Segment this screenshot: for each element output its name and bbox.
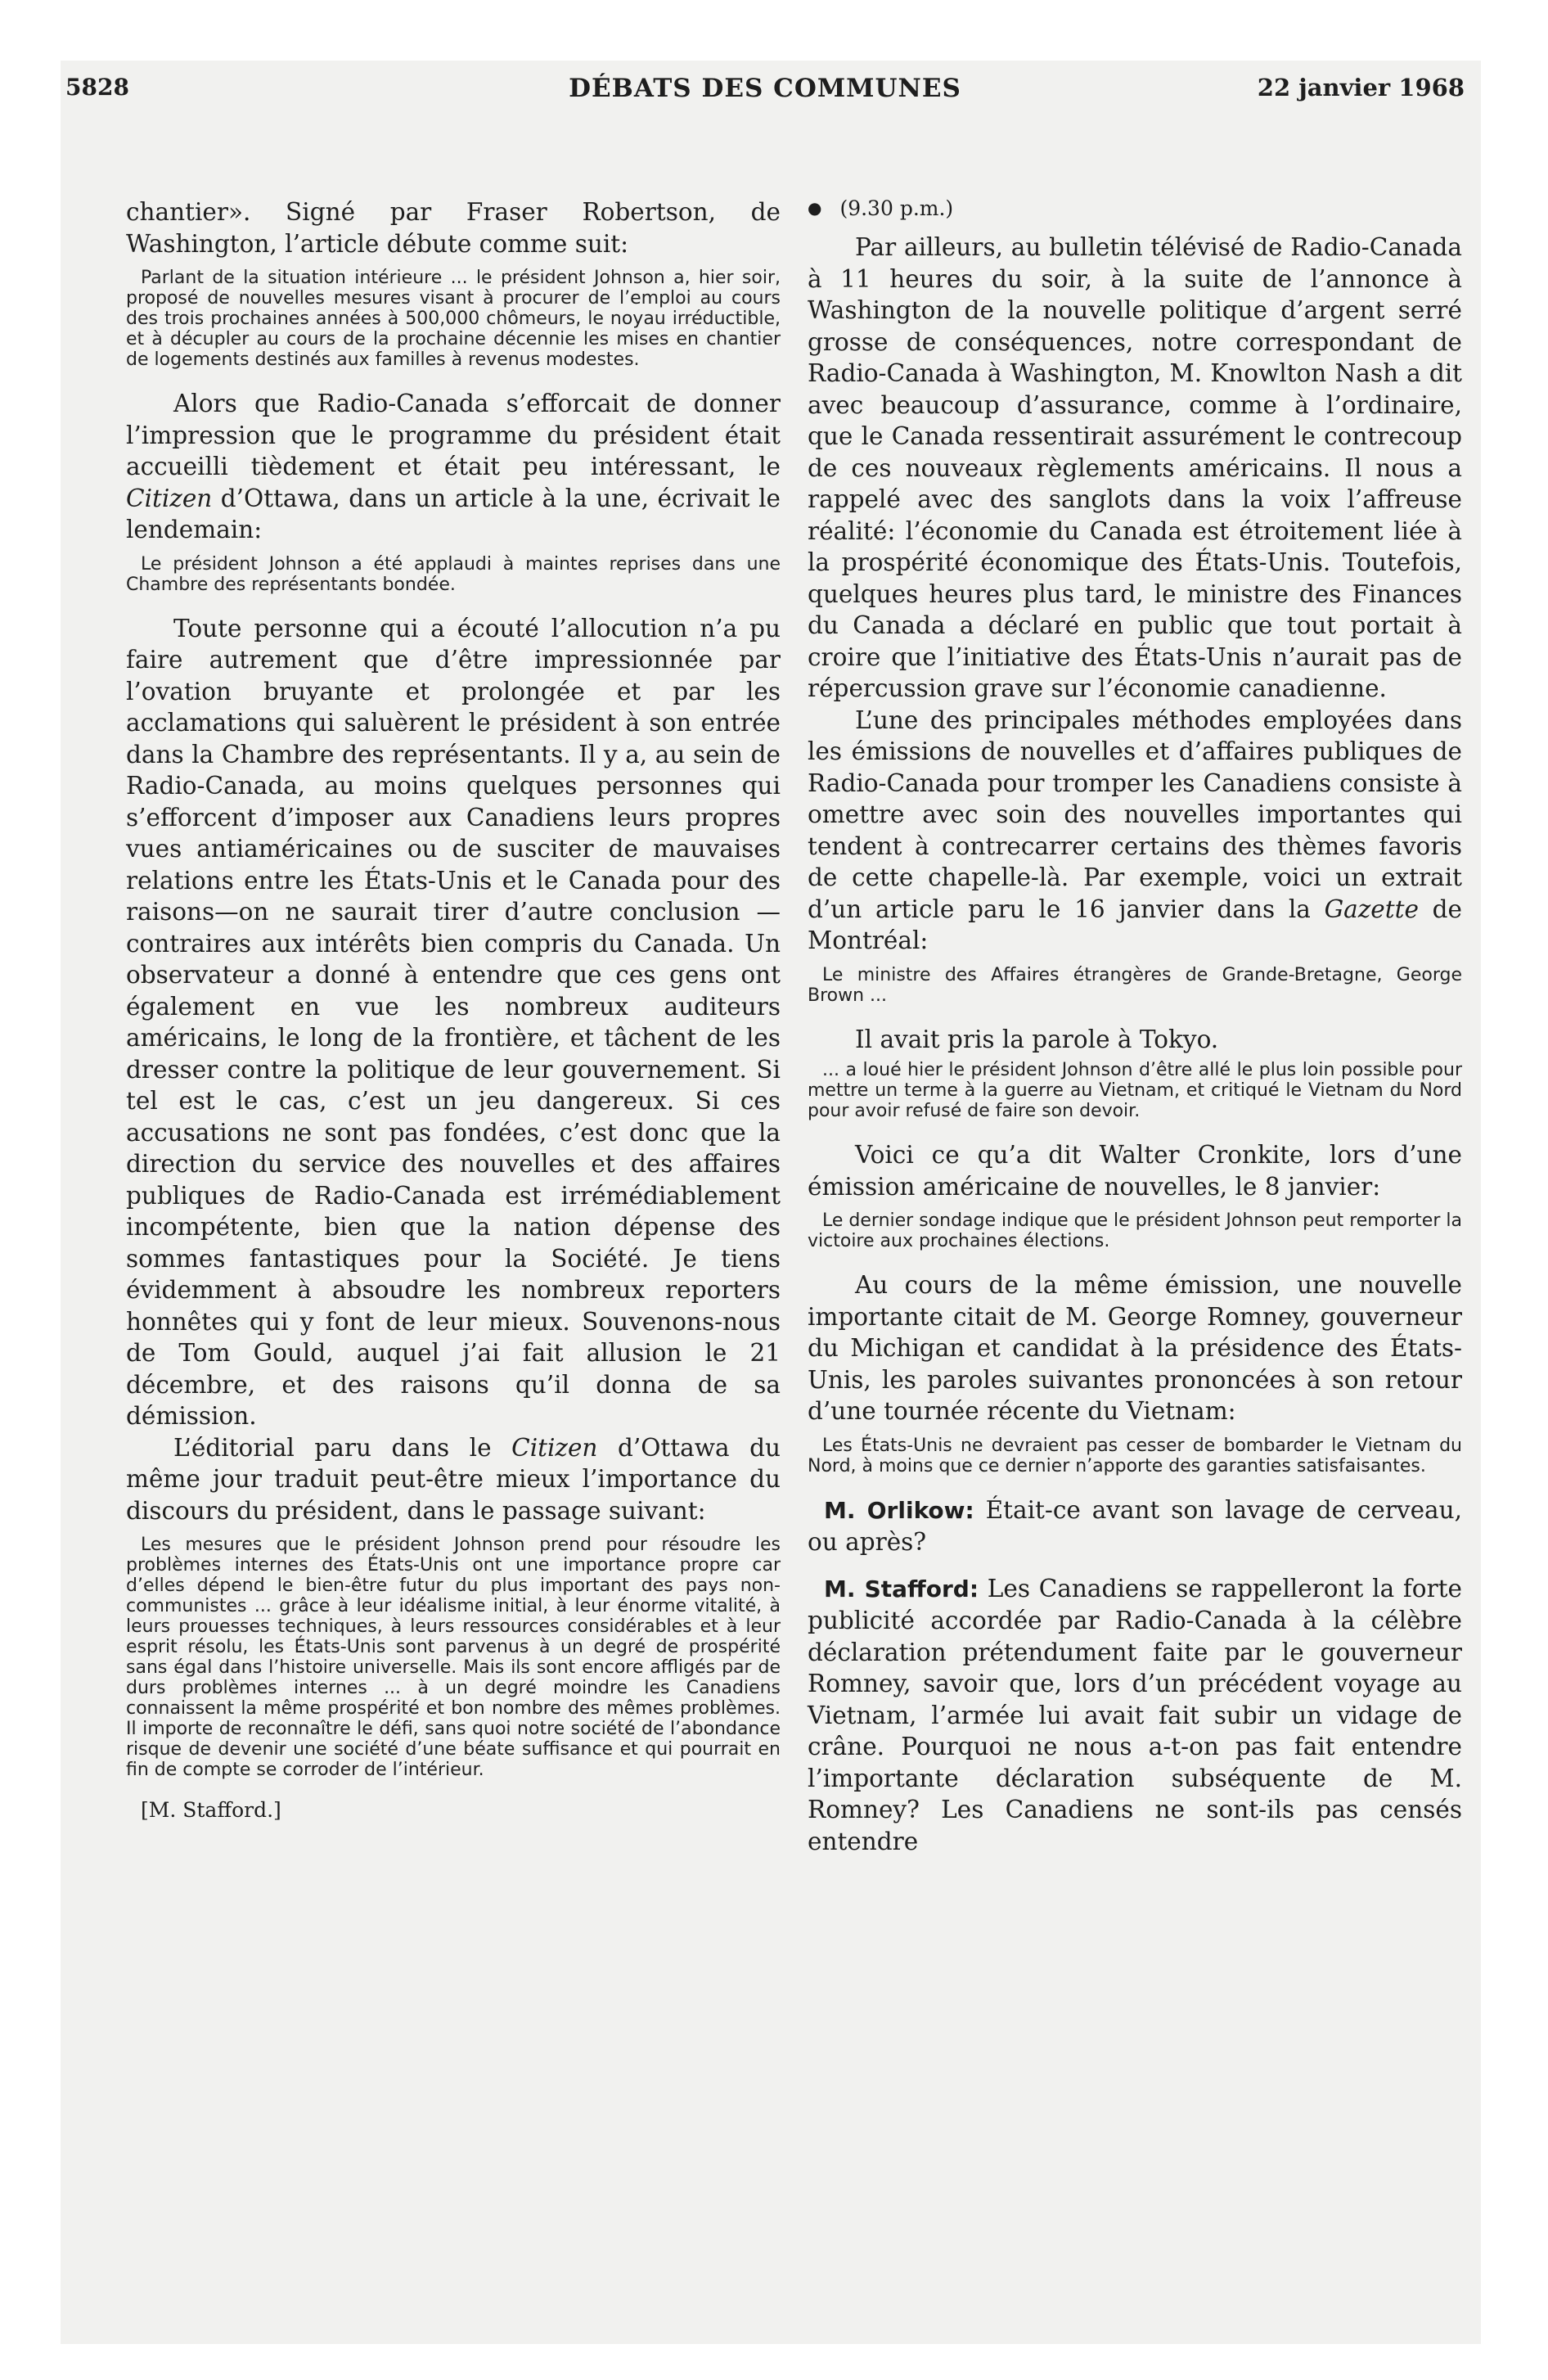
text-run: d’Ottawa du même jour traduit peut-être mieux l’importance du discours du président, dans le passage suivant: xyxy=(126,1433,781,1525)
italic-citizen: Citizen xyxy=(126,484,213,512)
paragraph-right-4: Voici ce qu’a dit Walter Cronkite, lors d’une émission américaine de nouvelles, le 8 janvier: xyxy=(808,1141,1462,1201)
quotation-citizen-editorial: Les mesures que le président Johnson prend pour résoudre les problèmes internes des États-Unis ont une importance propre car d’elles dépend le bien-être futur du plus important des pays non-communistes ... grâce à leur idéalisme initial, à leur énorme vitalité, à leurs prouesses techniques, à leurs ressources considérables et à leur esprit résolu, les États-Unis sont parvenus à un degré de prospérité sans égal dans l’histoire universelle. Mais ils sont encore affligés par de durs problèmes internes ... à un degré moindre les Canadiens connaissent la même prospérité et bon nombre des mêmes problèmes. Il importe de reconnaître le défi, sans quoi notre société de l’abondance risque de devenir une société d’une béate suffisance et qui pourrait en fin de compte se corroder de l’intérieur. xyxy=(126,1535,781,1780)
paragraph-right-2 xyxy=(808,705,1462,957)
right-column xyxy=(808,196,1462,1857)
speaker-name-orlikow: M. Orlikow: xyxy=(824,1496,974,1524)
text-run: L’une des principales méthodes employées dans les émissions de nouvelles et d’affaires publiques de Radio-Canada pour tromper les Canadiens consiste à omettre avec soin des nouvelles importantes qui tendent à contrecarrer certains des thèmes favoris de cette chapelle-là. Par exemple, voici un extrait d’un article paru le 16 janvier dans la xyxy=(808,705,1462,923)
quotation-citizen-applause: Le président Johnson a été applaudi à maintes reprises dans une Chambre des représentants bondée. xyxy=(126,553,781,595)
quotation-romney: Les États-Unis ne devraient pas cesser de bombarder le Vietnam du Nord, à moins que ce dernier n’apporte des garanties satisfaisantes. xyxy=(808,1435,1462,1476)
speaker-reference: [M. Stafford.] xyxy=(141,1798,281,1822)
speech-orlikow xyxy=(808,1494,1462,1558)
speech-stafford xyxy=(808,1573,1462,1858)
left-column xyxy=(126,196,781,1822)
paragraph-right-1: Par ailleurs, au bulletin télévisé de Radio-Canada à 11 heures du soir, à la suite de l’annonce à Washington de la nouvelle politique d’argent serré grosse de conséquences, notre correspondant de Radio-Canada à Washington, M. Knowlton Nash a dit avec beaucoup d’assurance, comme à l’ordinaire, que le Canada ressentirait assurément le contrecoup de ces nouveaux règlements américains. Il nous a rappelé avec des sanglots dans la voix l’affreuse réalité: l’économie du Canada est étroitement liée à la prospérité économique des États-Unis. Toutefois, quelques heures plus tard, le ministre des Finances du Canada a déclaré en public que tout portait à croire que l’initiative des États-Unis n’aurait pas de répercussion grave sur l’économie canadienne. xyxy=(808,233,1462,702)
quotation-johnson-speech: Parlant de la situation intérieure ... le président Johnson a, hier soir, proposé de nouvelles mesures visant à procurer de l’emploi au cours des trois prochaines années à 500,000 chômeurs, le noyau irréductible, et à décupler au cours de la prochaine décennie les mises en chantier de logements destinés aux familles à revenus modestes. xyxy=(126,268,781,370)
text-run: L’éditorial paru dans le xyxy=(173,1433,512,1462)
quotation-praise-johnson: ... a loué hier le président Johnson d’être allé le plus loin possible pour mettre un terme à la guerre au Vietnam, et critiqué le Vietnam du Nord pour avoir refusé de faire son devoir. xyxy=(808,1060,1462,1121)
paragraph-left-3: Toute personne qui a écouté l’allocution n’a pu faire autrement que d’être impressionnée par l’ovation bruyante et prolongée et par les acclamations qui saluèrent le président à son entrée dans la Chambre des représentants. Il y a, au sein de Radio-Canada, au moins quelques personnes qui s’efforcent d’imposer aux Canadiens leurs propres vues antiaméricaines ou de susciter de mauvaises relations entre les États-Unis et le Canada pour des raisons—on ne saurait tirer d’autre conclusion —contraires aux intérêts bien compris du Canada. Un observateur a donné à entendre que ces gens ont également en vue les nombreux auditeurs américains, le long de la frontière, et tâchent de les dresser contre la politique de leur gouvernement. Si tel est le cas, c’est un jeu dangereux. Si ces accusations ne sont pas fondées, c’est donc que la direction du service des nouvelles et des affaires publiques de Radio-Canada est irrémédiablement incompétente, bien que la nation dépense des sommes fantastiques pour la Société. Je tiens évidemment à absoudre les nombreux reporters honnêtes qui y font de leur mieux. Souvenons-nous de Tom Gould, auquel j’ai fait allusion le 21 décembre, et des raisons qu’il donna de sa démission. xyxy=(126,614,781,1430)
page-date: 22 janvier 1968 xyxy=(1257,74,1465,101)
italic-citizen: Citizen xyxy=(511,1433,598,1462)
page-number: 5828 xyxy=(65,74,129,101)
paragraph-left-4 xyxy=(126,1432,781,1527)
speaker-name-stafford: M. Stafford: xyxy=(824,1575,979,1602)
text-run: Alors que Radio-Canada s’efforcait de donner l’impression que le programme du président était accueilli tièdement et était peu intéressant, le xyxy=(126,390,781,480)
italic-gazette: Gazette xyxy=(1324,895,1419,923)
paragraph-right-5: Au cours de la même émission, une nouvelle importante citait de M. George Romney, gouverneur du Michigan et candidat à la présidence des États-Unis, les paroles suivantes prononcées à son retour d’une tournée récente du Vietnam: xyxy=(808,1271,1462,1425)
quotation-cronkite: Le dernier sondage indique que le président Johnson peut remporter la victoire aux prochaines élections. xyxy=(808,1210,1462,1251)
quotation-george-brown: Le ministre des Affaires étrangères de Grande-Bretagne, George Brown ... xyxy=(808,964,1462,1006)
text-run: de Montréal: xyxy=(808,895,1462,954)
time-marker xyxy=(808,196,1462,220)
paragraph-left-1: chantier». Signé par Fraser Robertson, de Washington, l’article débute comme suit: xyxy=(126,198,781,258)
speech-text: Était-ce avant son lavage de cerveau, ou après? xyxy=(808,1495,1462,1556)
paragraph-right-3: Il avait pris la parole à Tokyo. xyxy=(855,1025,1219,1053)
bullet-icon: ● xyxy=(808,198,822,218)
text-run: d’Ottawa, dans un article à la une, écrivait le lendemain: xyxy=(126,484,781,543)
time-text: (9.30 p.m.) xyxy=(839,196,954,220)
paragraph-left-2 xyxy=(126,388,781,546)
speech-text: Les Canadiens se rappelleront la forte publicité accordée par Radio-Canada à la célèbre déclaration prétendument faite par le gouverneur Romney, savoir que, lors d’un précédent voyage au Vietnam, l’armée lui avait fait subir un vidage de crâne. Pourquoi ne nous a-t-on pas fait entendre l’importante déclaration subséquente de M. Romney? Les Canadiens ne sont-ils pas censés entendre xyxy=(808,1574,1462,1855)
page-header xyxy=(65,74,1465,106)
running-title: DÉBATS DES COMMUNES xyxy=(569,74,961,103)
